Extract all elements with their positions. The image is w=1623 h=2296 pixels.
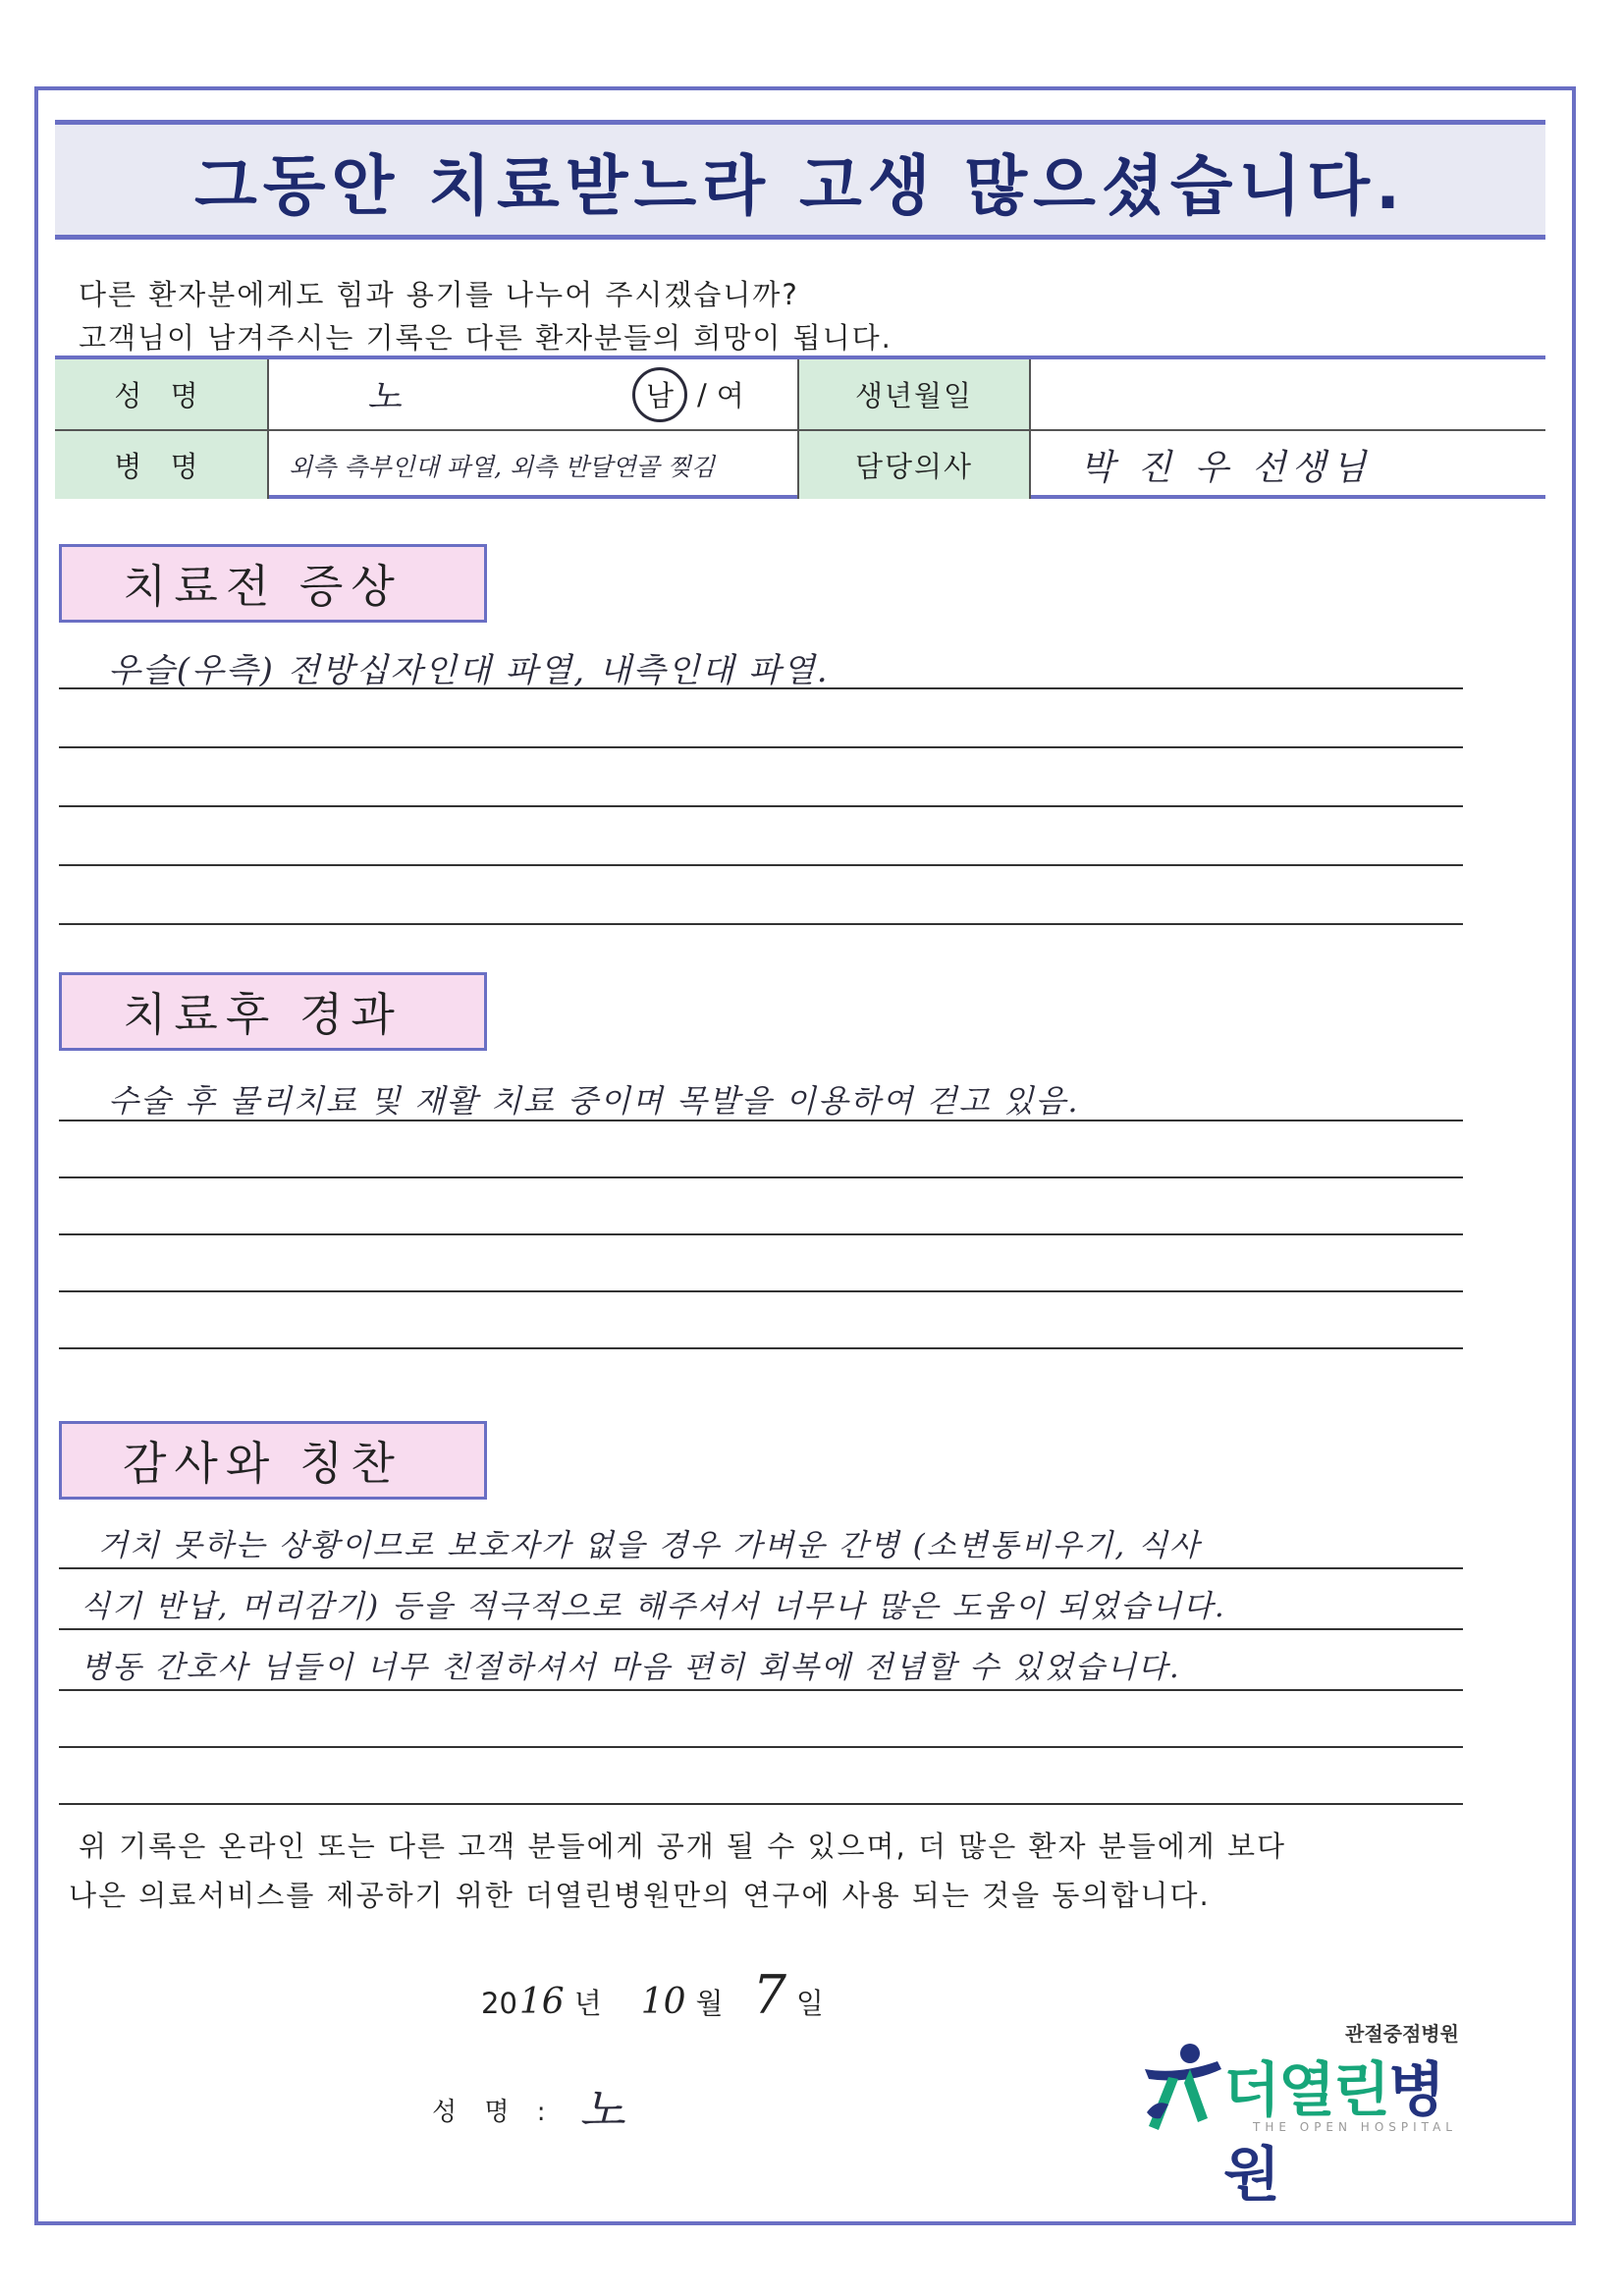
- writing-line: [59, 1689, 1463, 1691]
- gender-female[interactable]: 여: [716, 379, 744, 412]
- date-year-suffix[interactable]: 16: [518, 1982, 565, 2022]
- intro-line-1: 다른 환자분에게도 힘과 용기를 나누어 주시겠습니까?: [79, 278, 799, 311]
- gender-select[interactable]: [632, 367, 744, 422]
- name-cell: [269, 359, 799, 429]
- writing-line: [59, 864, 1463, 866]
- writing-line: [59, 1746, 1463, 1748]
- logo-name-blue: 병원: [1223, 2056, 1443, 2210]
- intro-line-2: 고객님이 남겨주시는 기록은 다른 환자분들의 희망이 됩니다.: [79, 321, 893, 355]
- writing-line: [59, 1347, 1463, 1349]
- disease-label: 병 명: [55, 431, 269, 499]
- thanks-text-line-3[interactable]: 병동 간호사 님들이 너무 친절하셔서 마음 편히 회복에 전념할 수 있었습니다.: [81, 1650, 1181, 1685]
- writing-line: [59, 1803, 1463, 1805]
- section-after-title: 치료후 경과: [59, 972, 487, 1051]
- name-label: 성 명: [55, 359, 269, 429]
- gender-male[interactable]: 남: [632, 367, 687, 422]
- writing-line: [59, 1567, 1463, 1569]
- consent-line-1: 위 기록은 온라인 또는 다른 고객 분들에게 공개 될 수 있으며, 더 많은 환자 분들에게 보다: [79, 1830, 1286, 1863]
- date-day-unit: 일: [795, 1987, 824, 2020]
- date-day[interactable]: 7: [752, 1964, 786, 2026]
- disease-value[interactable]: 외측 측부인대 파열, 외측 반달연골 찢김: [269, 431, 799, 499]
- doctor-label: 담당의사: [799, 431, 1031, 499]
- date-month[interactable]: 10: [640, 1982, 686, 2022]
- writing-line: [59, 1628, 1463, 1630]
- title-banner: [55, 120, 1545, 240]
- thanks-text-line-2[interactable]: 식기 반납, 머리감기) 등을 적극적으로 해주셔서 너무나 많은 도움이 되었습니다.: [81, 1589, 1226, 1624]
- section-before-title: 치료전 증상: [59, 544, 487, 623]
- open-hospital-mark-icon: [1139, 2040, 1227, 2134]
- doctor-value[interactable]: 박 진 우 선생님: [1080, 448, 1372, 488]
- writing-line: [59, 687, 1463, 689]
- birth-label: 생년월일: [799, 359, 1031, 429]
- logo-subtitle: 관절중점병원: [1345, 2022, 1459, 2046]
- info-row-disease: [55, 429, 1545, 499]
- writing-line: [59, 1290, 1463, 1292]
- thanks-text-line-1[interactable]: 거치 못하는 상황이므로 보호자가 없을 경우 가벼운 간병 (소변통비우기, 식사: [98, 1528, 1201, 1563]
- writing-line: [59, 746, 1463, 748]
- patient-info-table: [55, 355, 1545, 499]
- writing-line: [59, 1120, 1463, 1121]
- writing-line: [59, 923, 1463, 925]
- before-text-line-1[interactable]: 우슬(우측) 전방십자인대 파열, 내측인대 파열.: [108, 651, 830, 690]
- signature-value[interactable]: 노: [579, 2083, 625, 2138]
- section-thanks-title: 감사와 칭찬: [59, 1421, 487, 1500]
- date-month-unit: 월: [695, 1987, 724, 2020]
- date-year-prefix: 20: [481, 1987, 517, 2020]
- writing-line: [59, 805, 1463, 807]
- date-year-unit: 년: [573, 1987, 602, 2020]
- page-title: 그동안 치료받느라 고생 많으셨습니다.: [193, 147, 1407, 224]
- name-value[interactable]: 노: [367, 377, 402, 417]
- birth-value[interactable]: [1031, 359, 1545, 429]
- signature-label: 성 명 :: [432, 2098, 556, 2127]
- info-row-name: [55, 359, 1545, 429]
- writing-line: [59, 1233, 1463, 1235]
- date-row: [481, 1964, 824, 2026]
- writing-line: [59, 1176, 1463, 1178]
- logo-name-green: 더열린: [1223, 2056, 1388, 2125]
- hospital-logo: [1139, 2018, 1483, 2210]
- gender-separator: /: [697, 377, 707, 411]
- after-text-line-1[interactable]: 수술 후 물리치료 및 재활 치료 중이며 목발을 이용하여 걷고 있음.: [108, 1082, 1080, 1120]
- consent-line-2: 나은 의료서비스를 제공하기 위한 더열린병원만의 연구에 사용 되는 것을 동의합니다.: [69, 1879, 1211, 1912]
- logo-english: THE OPEN HOSPITAL: [1253, 2120, 1457, 2134]
